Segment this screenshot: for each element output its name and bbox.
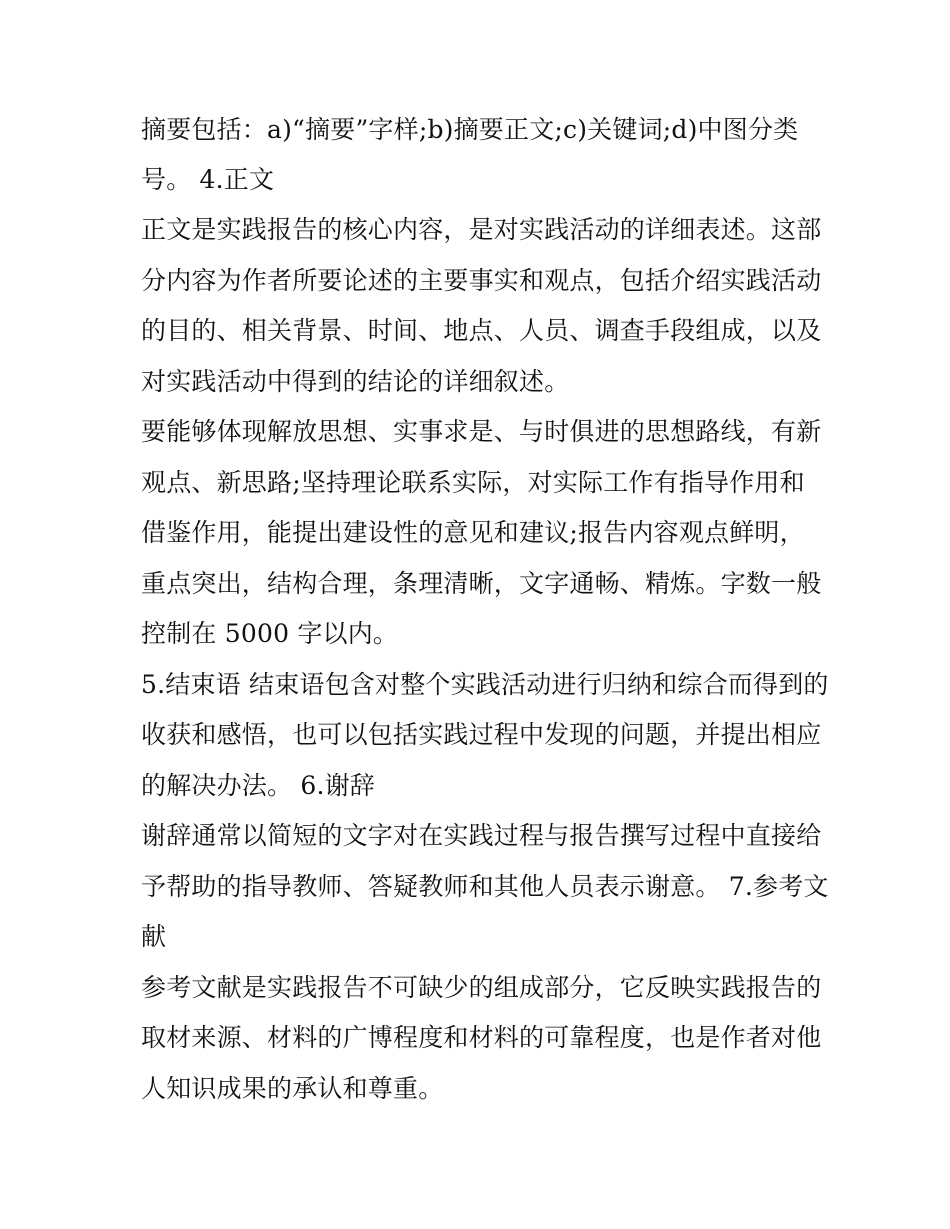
text-line: 借鉴作用，能提出建设性的意见和建议;报告内容观点鲜明， — [141, 518, 805, 547]
text-line: 谢辞通常以简短的文字对在实践过程与报告撰写过程中直接给 — [141, 821, 822, 850]
text-line: 控制在 5000 字以内。 — [141, 619, 399, 648]
text-line: 摘要包括：a)“摘要”字样;b)摘要正文;c)关键词;d)中图分类 — [141, 115, 799, 144]
text-line: 取材来源、材料的广博程度和材料的可靠程度，也是作者对他 — [141, 1023, 822, 1052]
text-line: 号。 4.正文 — [141, 165, 275, 194]
text-line: 分内容为作者所要论述的主要事实和观点，包括介绍实践活动 — [141, 266, 822, 295]
text-line: 的解决办法。 6.谢辞 — [141, 771, 376, 800]
text-line: 观点、新思路;坚持理论联系实际，对实际工作有指导作用和 — [141, 468, 805, 497]
text-line: 对实践活动中得到的结论的详细叙述。 — [141, 367, 570, 396]
text-line: 人知识成果的承认和尊重。 — [141, 1074, 444, 1103]
text-line: 5.结束语 结束语包含对整个实践活动进行归纳和综合而得到的 — [141, 670, 829, 699]
text-line: 参考文献是实践报告不可缺少的组成部分，它反映实践报告的 — [141, 973, 822, 1002]
text-line: 的目的、相关背景、时间、地点、人员、调查手段组成，以及 — [141, 316, 822, 345]
text-line: 要能够体现解放思想、实事求是、与时俱进的思想路线，有新 — [141, 417, 822, 446]
text-line: 献 — [141, 922, 167, 951]
text-line: 正文是实践报告的核心内容，是对实践活动的详细表述。这部 — [141, 215, 822, 244]
text-line: 予帮助的指导教师、答疑教师和其他人员表示谢意。 7.参考文 — [141, 872, 829, 901]
text-line: 重点突出，结构合理，条理清晰，文字通畅、精炼。字数一般 — [141, 569, 822, 598]
text-line: 收获和感悟，也可以包括实践过程中发现的问题，并提出相应 — [141, 720, 822, 749]
